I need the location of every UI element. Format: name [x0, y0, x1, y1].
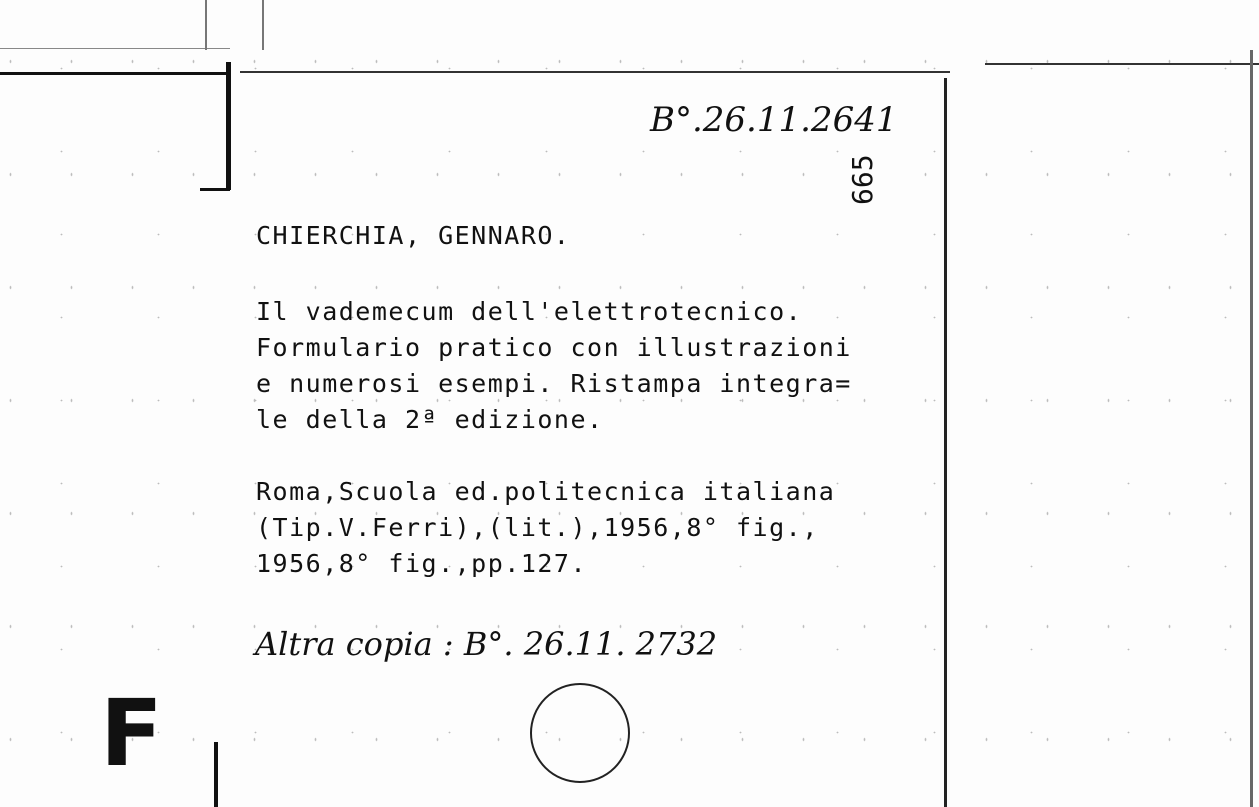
shelfmark-handwritten: B°.26.11.2641 [650, 100, 898, 140]
author-heading: CHIERCHIA, GENNARO. [256, 221, 571, 250]
imprint-line-1: Roma,Scuola ed.politecnica italiana [256, 477, 836, 506]
margin-letter: F [100, 680, 163, 787]
right-card-edge [944, 78, 947, 807]
left-edge-foot [200, 188, 230, 191]
imprint-line-2: (Tip.V.Ferri),(lit.),1956,8° fig., [256, 513, 819, 542]
title-line-4: le della 2ª edizione. [256, 405, 604, 434]
dotted-top-rule [0, 48, 230, 49]
far-right-edge [1250, 50, 1253, 807]
title-line-3: e numerosi esempi. Ristampa integra= [256, 369, 852, 398]
handwritten-note: Altra copia : B°. 26.11. 2732 [255, 625, 718, 663]
title-line-1: Il vademecum dell'elettrotecnico. [256, 297, 803, 326]
punch-hole [530, 683, 630, 783]
top-stub-1 [205, 0, 207, 50]
top-stub-2 [262, 0, 264, 50]
top-rule-right [985, 63, 1259, 65]
title-line-2: Formulario pratico con illustrazioni [256, 333, 852, 362]
left-card-edge-lower [214, 742, 218, 807]
card-code: 665 [846, 154, 879, 205]
left-card-edge [226, 62, 231, 190]
top-rule-left [0, 72, 228, 75]
imprint-line-3: 1956,8° fig.,pp.127. [256, 549, 588, 578]
top-rule-card [240, 71, 950, 73]
